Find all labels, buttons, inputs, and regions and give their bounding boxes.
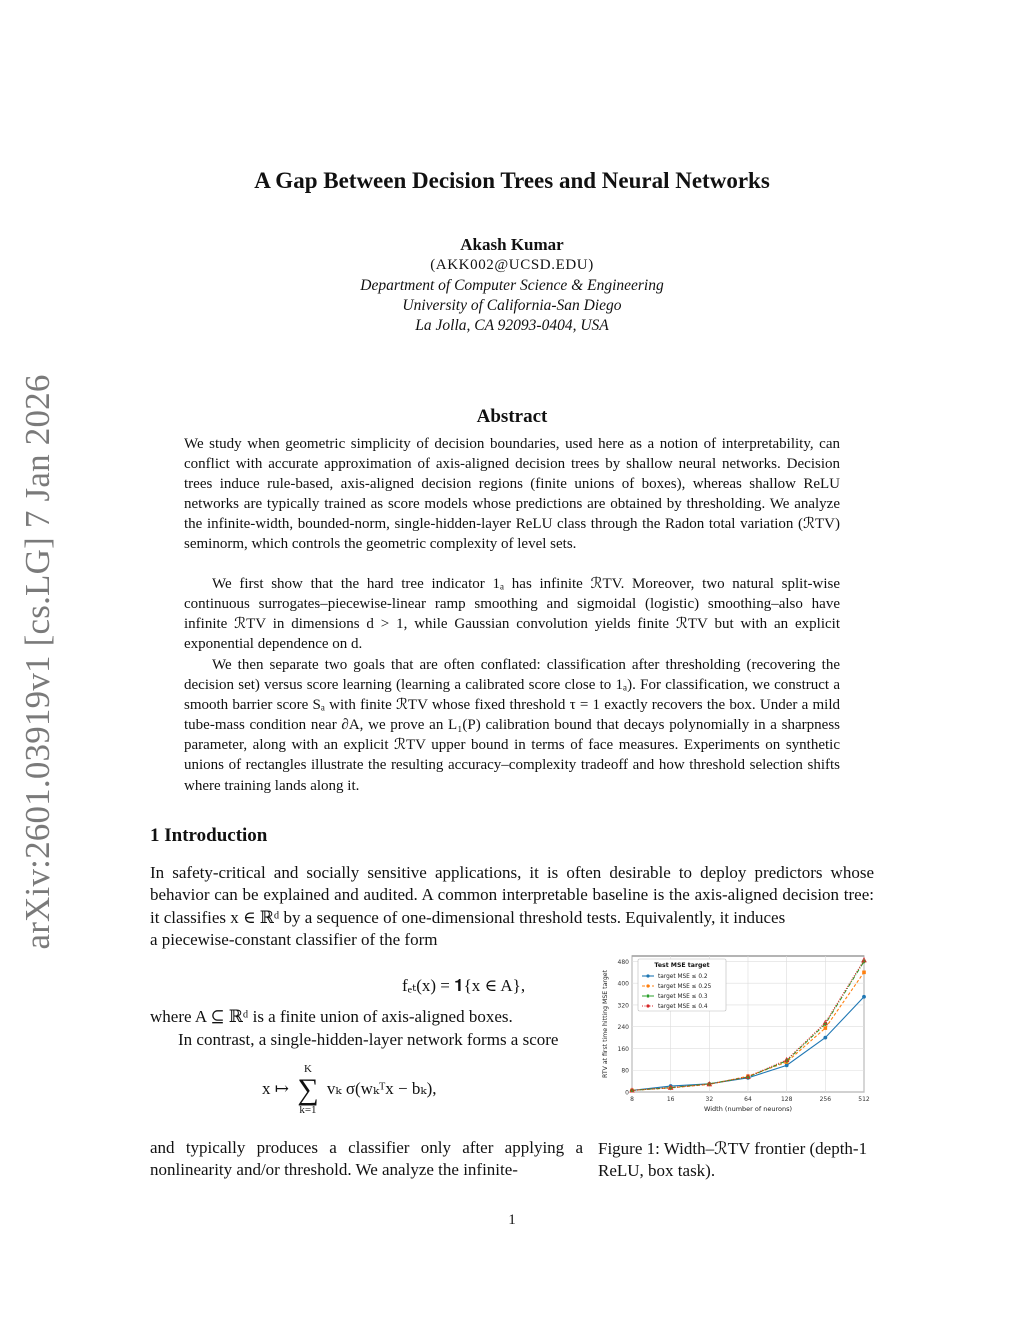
y-tick-label: 400 bbox=[617, 980, 629, 988]
author-email[interactable]: (AKK002@UCSD.EDU) bbox=[430, 257, 594, 273]
summation-symbol bbox=[297, 1064, 318, 1116]
data-point bbox=[824, 1026, 828, 1030]
y-tick-label: 80 bbox=[621, 1067, 629, 1075]
intro-paragraph-2: and typically produces a classifier only after applying a nonlinearity and/or threshold. We analyze the infinite- bbox=[150, 1138, 583, 1180]
legend-marker bbox=[646, 974, 649, 977]
paper-title: A Gap Between Decision Trees and Neural Networks bbox=[254, 168, 770, 193]
x-tick-label: 32 bbox=[705, 1096, 714, 1103]
x-tick-label: 128 bbox=[780, 1096, 793, 1103]
figure-1-chart bbox=[598, 950, 874, 1122]
sum-upper-limit: K bbox=[303, 1063, 312, 1075]
data-point bbox=[823, 1036, 827, 1040]
x-tick-label: 512 bbox=[858, 1096, 870, 1103]
x-tick-label: 64 bbox=[744, 1096, 752, 1103]
legend-entry: target MSE ≤ 0.2 bbox=[658, 974, 708, 981]
abstract-heading: Abstract bbox=[476, 406, 548, 427]
abstract-paragraph-3: We then separate two goals that are often conflated: classification after thresholding (recovering the decision set) versus score learning (learning a calibrated score close to 1ₐ). For classification, we construct a smooth barrier score Sₐ with finite ℛTV whose fixed threshold τ = 1 exactly recovers the box. Under a mild tube-mass condition near ∂A, we prove an L₁(P) calibration bound that decays polynomially in a sharpness parameter, along with an explicit ℛTV upper bound in terms of face measures. Experiments on synthetic unions of rectangles illustrate the resulting accuracy–complexity tradeoff and how threshold selection shifts where training lands along it. bbox=[184, 657, 840, 794]
legend-title: Test MSE target bbox=[654, 962, 710, 969]
y-tick-label: 240 bbox=[617, 1024, 629, 1032]
y-axis-label: RTV at first time hitting MSE target bbox=[602, 970, 609, 1078]
eq2-right: vₖ σ(wₖᵀx − bₖ), bbox=[326, 1078, 437, 1098]
author-name: Akash Kumar bbox=[460, 235, 564, 254]
contrast-line: In contrast, a single-hidden-layer network forms a score bbox=[178, 1030, 559, 1049]
x-tick-label: 256 bbox=[819, 1096, 832, 1103]
intro-paragraph-1: In safety-critical and socially sensitive applications, it is often desirable to deploy predictors whose behavior can be explained and audited. A common interpretable baseline is the axis-aligned decision tree: it classifies x ∈ ℝᵈ by a sequence of one-dimensional threshold tests. Equivalently, it induces bbox=[150, 863, 874, 927]
data-point bbox=[785, 1063, 789, 1067]
affiliation-department: Department of Computer Science & Engineering bbox=[360, 277, 664, 294]
abstract-paragraph-2: We first show that the hard tree indicator 1ₐ has infinite ℛTV. Moreover, two natural split-wise continuous surrogates–piecewise-linear ramp smoothing and sigmoidal (logistic) smoothing–also have infinite ℛTV in dimensions d > 1, while Gaussian convolution yields finite ℛTV but with an explicit exponential dependence on d. bbox=[184, 576, 840, 653]
x-tick-label: 16 bbox=[666, 1096, 675, 1103]
legend-entry: target MSE ≤ 0.4 bbox=[658, 1004, 708, 1011]
legend-marker bbox=[646, 984, 649, 987]
x-tick-label: 8 bbox=[630, 1096, 634, 1103]
y-tick-label: 480 bbox=[617, 958, 629, 966]
affiliation-university: University of California-San Diego bbox=[402, 297, 622, 314]
legend-entry: target MSE ≤ 0.3 bbox=[658, 994, 708, 1001]
equation-network-score bbox=[262, 1064, 437, 1116]
where-line: where A ⊆ ℝᵈ is a finite union of axis-aligned boxes. bbox=[150, 1007, 513, 1026]
section-heading-introduction: 1 Introduction bbox=[150, 825, 268, 846]
data-point bbox=[862, 971, 866, 975]
intro-paragraph-1-last-line: a piecewise-constant classifier of the form bbox=[150, 930, 438, 949]
legend-entry: target MSE ≤ 0.25 bbox=[658, 984, 712, 991]
abstract-paragraph-1: We study when geometric simplicity of decision boundaries, used here as a notion of interpretability, can conflict with accurate approximation of axis-aligned decision trees by shallow neural networks. Decision trees induce rule-based, axis-aligned decision regions (finite unions of boxes), whereas shallow ReLU networks are typically trained as score models whose predictions are obtained by thresholding. We analyze the infinite-width, bounded-norm, single-hidden-layer ReLU class through the Radon total variation (ℛTV) seminorm, which controls the geometric complexity of level sets. bbox=[184, 436, 840, 553]
sigma-glyph: ∑ bbox=[297, 1073, 319, 1106]
y-tick-label: 320 bbox=[617, 1002, 629, 1010]
data-point bbox=[862, 995, 866, 999]
y-tick-label: 160 bbox=[617, 1045, 629, 1053]
affiliation-address: La Jolla, CA 92093-0404, USA bbox=[415, 317, 609, 334]
eq2-left: x ↦ bbox=[262, 1078, 289, 1098]
y-tick-label: 0 bbox=[625, 1089, 629, 1097]
legend-marker bbox=[646, 994, 649, 997]
x-axis-label: Width (number of neurons) bbox=[703, 1105, 793, 1113]
legend-marker bbox=[646, 1004, 649, 1007]
width-rtv-chart bbox=[598, 950, 874, 1122]
page-number: 1 bbox=[508, 1212, 516, 1228]
arxiv-side-stamp: arXiv:2601.03919v1 [cs.LG] 7 Jan 2026 bbox=[18, 374, 57, 950]
sum-lower-limit: k=1 bbox=[299, 1104, 317, 1116]
equation-decision-tree: fₑₜ(x) = 𝟏{x ∈ A}, bbox=[402, 976, 526, 995]
figure-1-caption: Figure 1: Width–ℛTV frontier (depth-1 ReLU, box task). bbox=[598, 1139, 868, 1181]
